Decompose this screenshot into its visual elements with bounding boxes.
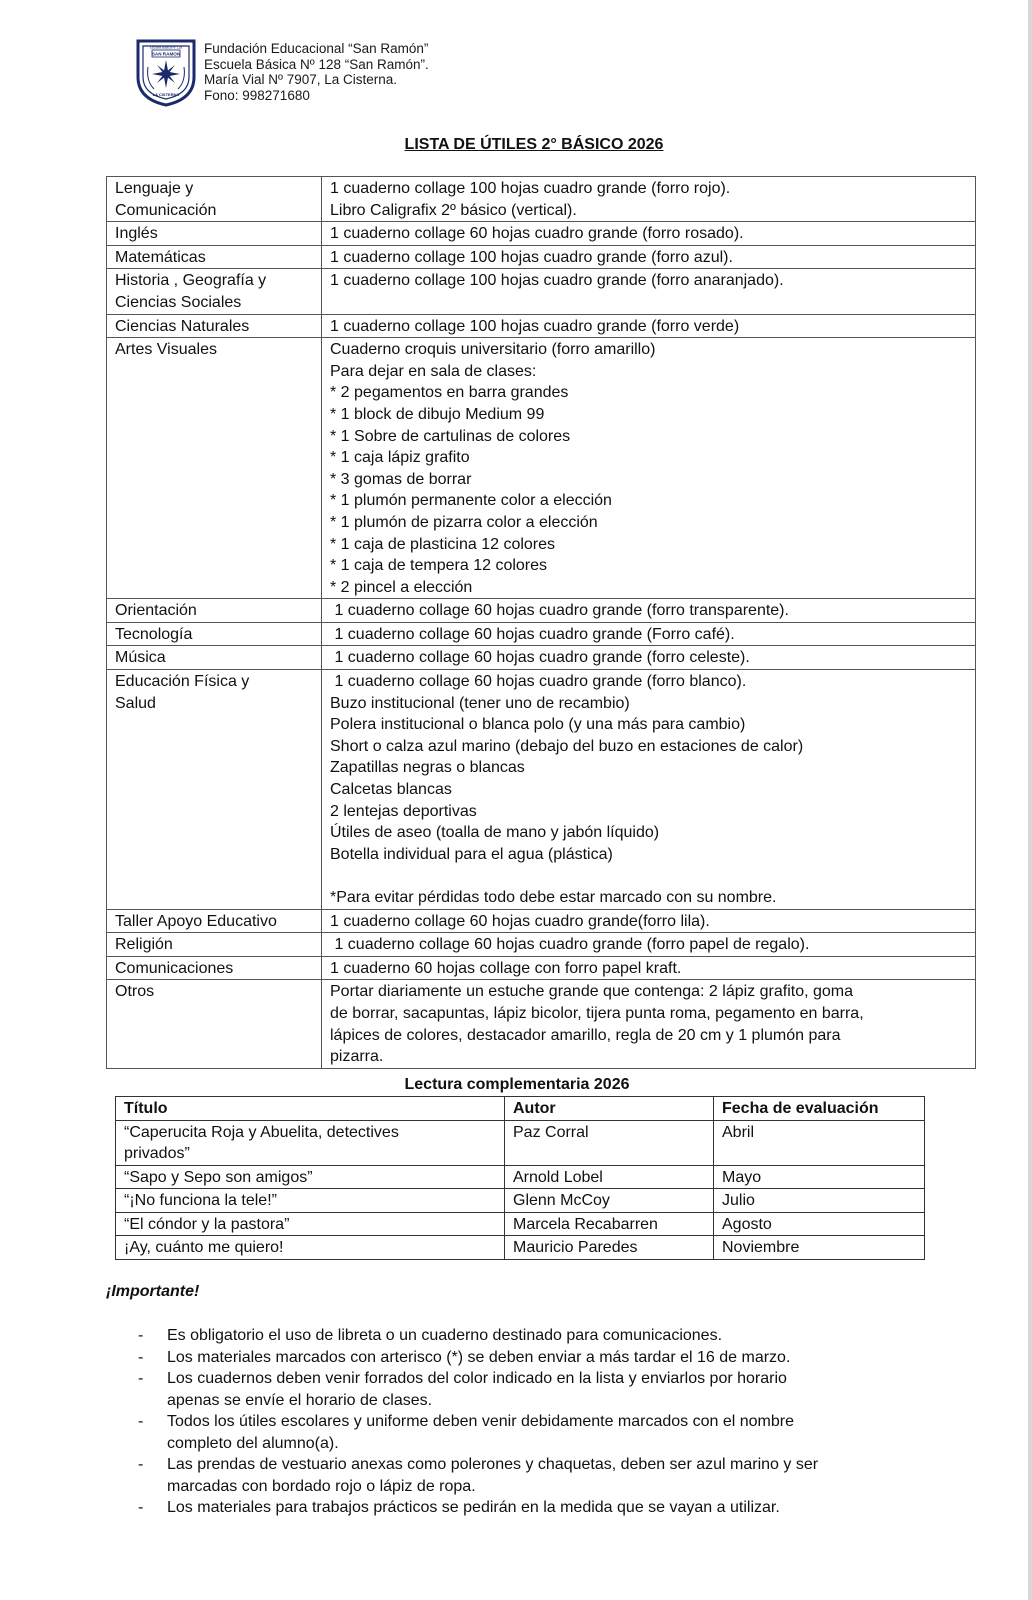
subject-cell: [107, 646, 322, 670]
supply-item: 1 cuaderno collage 100 hojas cuadro grande (forro rojo).: [330, 180, 731, 197]
supply-item: Polera institucional o blanca polo (y una más para cambio): [330, 716, 746, 734]
subject-cell: [107, 314, 322, 338]
items-cell: [322, 599, 976, 623]
supply-item: de borrar, sacapuntas, lápiz bicolor, tijera punta roma, pegamento en barra,: [330, 1004, 864, 1022]
supply-row: [107, 909, 976, 933]
items-cell: [322, 933, 976, 957]
subject-name: Lenguaje y: [115, 180, 194, 197]
book-author: Mauricio Paredes: [505, 1236, 714, 1260]
evaluation-date: Abril: [714, 1120, 925, 1165]
book-title-cell: [116, 1236, 505, 1260]
book-author: Marcela Recabarren: [505, 1212, 714, 1236]
supply-item: 1 cuaderno collage 60 hojas cuadro grande (forro papel de regalo).: [330, 936, 810, 954]
supply-item: * 3 gomas de borrar: [330, 470, 472, 488]
crest-bottom-text: LA CISTERNA: [152, 92, 180, 97]
book-title: “Caperucita Roja y Abuelita, detectives: [124, 1123, 399, 1141]
reading-row: [116, 1189, 925, 1213]
supply-row: [107, 646, 976, 670]
reading-row: [116, 1212, 925, 1236]
book-title: privados”: [124, 1145, 190, 1162]
supply-row: [107, 599, 976, 623]
supply-item: * 1 caja de plasticina 12 colores: [330, 535, 556, 553]
supply-item: * 1 block de dibujo Medium 99: [330, 405, 545, 423]
subject-name: Música: [115, 649, 166, 667]
supply-row: [107, 622, 976, 646]
subject-cell: [107, 980, 322, 1068]
supply-item: lápices de colores, destacador amarillo, regla de 20 cm y 1 plumón para: [330, 1026, 841, 1044]
note-line: completo del alumno(a).: [167, 1434, 339, 1452]
subject-name: Ciencias Sociales: [115, 293, 242, 311]
header-title: Título: [116, 1097, 505, 1121]
subject-cell: [107, 269, 322, 314]
bullet-dash-icon: -: [138, 1456, 144, 1473]
bullet-dash-icon: -: [138, 1327, 144, 1344]
book-author: Paz Corral: [505, 1120, 714, 1165]
subject-name: Salud: [115, 694, 156, 712]
book-title-cell: [116, 1212, 505, 1236]
subject-name: Religión: [115, 936, 173, 954]
book-title-cell: [116, 1165, 505, 1189]
supply-item: Portar diariamente un estuche grande que contenga: 2 lápiz grafito, goma: [330, 983, 853, 1001]
bullet-dash-icon: -: [138, 1348, 144, 1366]
items-cell: [322, 269, 976, 314]
note-line: Los materiales marcados con arterisco (*) se deben enviar a más tardar el 16 de marzo.: [167, 1348, 791, 1366]
items-cell: [322, 245, 976, 269]
supply-item: 1 cuaderno collage 100 hojas cuadro grande (forro azul).: [330, 248, 733, 266]
note-line: Todos los útiles escolares y uniforme deben venir debidamente marcados con el nombre: [167, 1413, 795, 1430]
subject-name: Matemáticas: [115, 248, 206, 266]
important-notes-list: [138, 1325, 968, 1519]
note-line: apenas se envíe el horario de clases.: [167, 1391, 433, 1409]
header-author: Autor: [505, 1097, 714, 1121]
header-date: Fecha de evaluación: [714, 1097, 925, 1121]
subject-name: Historia , Geografía y: [115, 272, 267, 290]
supply-item: pizarra.: [330, 1048, 384, 1066]
reading-row: [116, 1165, 925, 1189]
supply-item: Calcetas blancas: [330, 781, 452, 799]
subject-cell: [107, 599, 322, 623]
note-line: Las prendas de vestuario anexas como polerones y chaquetas, deben ser azul marino y ser: [167, 1456, 819, 1473]
supply-item: * 1 caja de tempera 12 colores: [330, 557, 548, 575]
supply-item: 1 cuaderno collage 60 hojas cuadro grande (Forro café).: [330, 625, 735, 643]
supply-item: * 1 Sobre de cartulinas de colores: [330, 427, 571, 445]
supply-item: 2 lentejas deportivas: [330, 802, 477, 820]
supply-item: * 2 pegamentos en barra grandes: [330, 384, 569, 402]
supply-item: 1 cuaderno 60 hojas collage con forro papel kraft.: [330, 959, 682, 977]
supply-row: [107, 670, 976, 910]
school-address: María Vial Nº 7907, La Cisterna.: [204, 72, 398, 87]
bullet-dash-icon: -: [138, 1499, 144, 1516]
items-cell: [322, 338, 976, 599]
subject-cell: [107, 909, 322, 933]
supply-item: 1 cuaderno collage 60 hojas cuadro grande (forro rosado).: [330, 225, 744, 243]
document-title: LISTA DE ÚTILES 2° BÁSICO 2026: [404, 136, 664, 153]
reading-row: [116, 1120, 925, 1165]
supply-row: [107, 933, 976, 957]
supply-row: [107, 222, 976, 246]
supply-row: [107, 956, 976, 980]
school-crest-icon: [134, 37, 198, 107]
subject-name: Comunicación: [115, 201, 217, 219]
important-note: [138, 1497, 968, 1519]
evaluation-date: Julio: [714, 1189, 925, 1213]
supply-row: [107, 245, 976, 269]
supply-row: [107, 314, 976, 338]
important-heading: ¡Importante!: [106, 1283, 200, 1300]
subject-cell: [107, 933, 322, 957]
supply-item: 1 cuaderno collage 100 hojas cuadro grande (forro verde): [330, 317, 740, 335]
supply-item: 1 cuaderno collage 100 hojas cuadro grande (forro anaranjado).: [330, 272, 784, 290]
important-note: [138, 1411, 968, 1454]
supply-item: Cuaderno croquis universitario (forro amarillo): [330, 341, 656, 359]
crest-banner-text: SAN RAMON: [151, 51, 181, 57]
supply-item: [330, 292, 975, 314]
note-line: Es obligatorio el uso de libreta o un cuaderno destinado para comunicaciones.: [167, 1327, 723, 1344]
note-line: marcadas con bordado rojo o lápiz de ropa.: [167, 1477, 476, 1495]
subject-cell: [107, 622, 322, 646]
subject-name: Inglés: [115, 225, 158, 243]
subject-cell: [107, 222, 322, 246]
supply-item: Para dejar en sala de clases:: [330, 362, 537, 380]
book-title: “Sapo y Sepo son amigos”: [124, 1168, 313, 1186]
supply-item: * 1 caja lápiz grafito: [330, 449, 470, 467]
items-cell: [322, 670, 976, 910]
subject-name: Ciencias Naturales: [115, 317, 250, 335]
subject-name: Taller Apoyo Educativo: [115, 912, 277, 930]
book-title: “¡No funciona la tele!”: [124, 1192, 277, 1209]
book-title: ¡Ay, cuánto me quiero!: [124, 1239, 284, 1256]
supply-item: Botella individual para el agua (plástica): [330, 845, 613, 863]
reading-header-row: [116, 1097, 925, 1121]
book-title: “El cóndor y la pastora”: [124, 1215, 290, 1233]
evaluation-date: Agosto: [714, 1212, 925, 1236]
book-title-cell: [116, 1189, 505, 1213]
subject-name: Orientación: [115, 602, 197, 620]
subject-cell: [107, 670, 322, 910]
crest-top-text: Escuela Básica Nº 128: [149, 45, 183, 50]
supply-item: * 2 pincel a elección: [330, 578, 473, 596]
evaluation-date: Mayo: [714, 1165, 925, 1189]
items-cell: [322, 177, 976, 222]
note-line: Los materiales para trabajos prácticos se pedirán en la medida que se vayan a utilizar.: [167, 1499, 780, 1516]
supplies-table: [106, 176, 976, 1069]
subject-name: Tecnología: [115, 625, 193, 643]
subject-name: Educación Física y: [115, 673, 250, 691]
supply-row: [107, 269, 976, 314]
reading-row: [116, 1236, 925, 1260]
school-phone: Fono: 998271680: [204, 87, 310, 103]
items-cell: [322, 909, 976, 933]
book-title-cell: [116, 1120, 505, 1165]
supply-item: [330, 865, 975, 887]
supply-item: 1 cuaderno collage 60 hojas cuadro grande(forro lila).: [330, 912, 710, 930]
supply-item: *Para evitar pérdidas todo debe estar marcado con su nombre.: [330, 889, 777, 906]
items-cell: [322, 622, 976, 646]
page-edge: [1028, 0, 1032, 1600]
subject-name: Otros: [115, 983, 155, 1001]
foundation-name: Fundación Educacional “San Ramón”: [204, 41, 429, 56]
items-cell: [322, 646, 976, 670]
supply-item: * 1 plumón de pizarra color a elección: [330, 513, 598, 531]
supply-row: [107, 177, 976, 222]
items-cell: [322, 222, 976, 246]
supply-item: Libro Caligrafix 2º básico (vertical).: [330, 201, 577, 219]
subject-cell: [107, 338, 322, 599]
subject-cell: [107, 245, 322, 269]
items-cell: [322, 956, 976, 980]
important-note: [138, 1368, 968, 1411]
subject-cell: [107, 956, 322, 980]
reading-table: [115, 1096, 925, 1260]
supply-item: * 1 plumón permanente color a elección: [330, 492, 612, 510]
important-note: [138, 1347, 968, 1369]
supply-item: Zapatillas negras o blancas: [330, 759, 525, 777]
book-author: Arnold Lobel: [505, 1165, 714, 1189]
school-name: Escuela Básica Nº 128 “San Ramón”.: [204, 56, 429, 72]
supply-item: 1 cuaderno collage 60 hojas cuadro grande (forro celeste).: [330, 649, 750, 667]
supply-row: [107, 980, 976, 1068]
reading-title: Lectura complementaria 2026: [404, 1076, 630, 1093]
supply-item: 1 cuaderno collage 60 hojas cuadro grande (forro transparente).: [330, 602, 789, 620]
bullet-dash-icon: -: [138, 1370, 144, 1387]
supply-row: [107, 338, 976, 599]
supply-item: Buzo institucional (tener uno de recambio): [330, 694, 630, 712]
evaluation-date: Noviembre: [714, 1236, 925, 1260]
subject-name: Comunicaciones: [115, 959, 234, 977]
school-header: [134, 37, 429, 107]
important-note: [138, 1454, 968, 1497]
note-line: Los cuadernos deben venir forrados del color indicado en la lista y enviarlos por horario: [167, 1370, 787, 1387]
supply-item: Útiles de aseo (toalla de mano y jabón líquido): [330, 824, 660, 842]
important-note: [138, 1325, 968, 1347]
school-info: [204, 41, 429, 103]
supply-item: 1 cuaderno collage 60 hojas cuadro grande (forro blanco).: [330, 673, 747, 691]
items-cell: [322, 980, 976, 1068]
supply-item: Short o calza azul marino (debajo del buzo en estaciones de calor): [330, 737, 804, 755]
subject-name: Artes Visuales: [115, 341, 217, 359]
items-cell: [322, 314, 976, 338]
book-author: Glenn McCoy: [505, 1189, 714, 1213]
subject-cell: [107, 177, 322, 222]
bullet-dash-icon: -: [138, 1413, 144, 1430]
